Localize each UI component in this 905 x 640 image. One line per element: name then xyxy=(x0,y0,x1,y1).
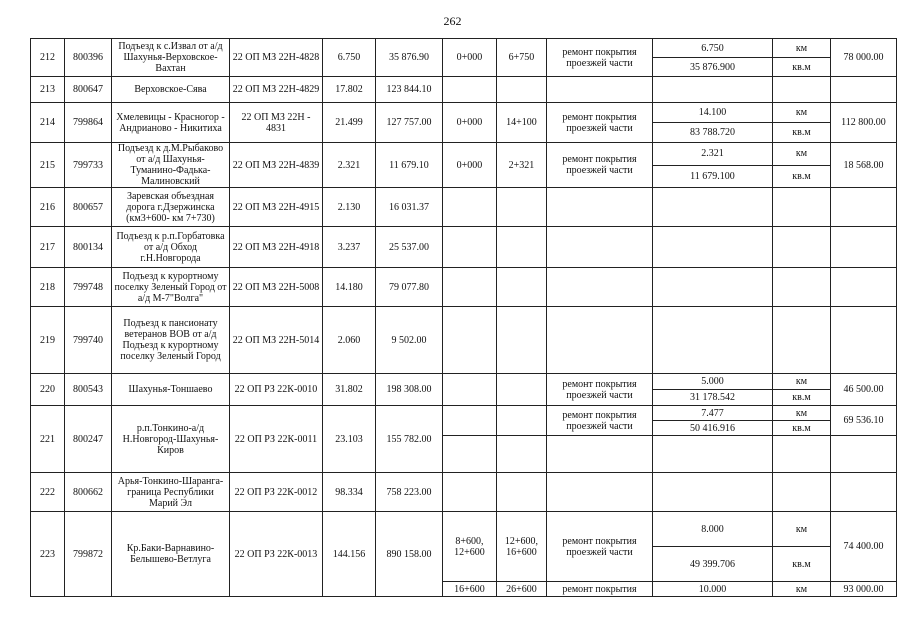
unit-km-cell: км xyxy=(773,374,831,390)
cost-cell xyxy=(831,77,897,103)
length-cell: 17.802 xyxy=(323,77,376,103)
table-row xyxy=(31,188,897,227)
cost-cell: 74 400.00 xyxy=(831,512,897,582)
cost-cell: 78 000.00 xyxy=(831,39,897,77)
length-cell: 6.750 xyxy=(323,39,376,77)
road-code-cell: 799748 xyxy=(65,268,112,307)
quantity-km-cell xyxy=(653,307,773,374)
work-type-cell: ремонт покрытия проезжей части xyxy=(547,143,653,188)
quantity-area-cell: 49 399.706 xyxy=(653,547,773,582)
table-row xyxy=(31,307,897,374)
quantity-km-cell xyxy=(653,227,773,268)
quantity-area-cell: 50 416.916 xyxy=(653,421,773,436)
empty-cell xyxy=(443,436,497,473)
work-type-cell xyxy=(547,473,653,512)
road-name-cell: Подъезд к с.Извал от а/д Шахунья-Верховское-Вахтан xyxy=(112,39,230,77)
road-id-cell: 22 ОП РЗ 22К-0012 xyxy=(230,473,323,512)
road-name-cell: Подъезд к р.п.Горбатовка от а/д Обход г.Н.Новгорода xyxy=(112,227,230,268)
table-row xyxy=(31,143,897,166)
quantity-km-cell xyxy=(653,268,773,307)
segment-from-cell xyxy=(443,268,497,307)
row-number-cell: 214 xyxy=(31,103,65,143)
road-code-cell: 800543 xyxy=(65,374,112,406)
road-code-cell: 800396 xyxy=(65,39,112,77)
area-cell: 9 502.00 xyxy=(376,307,443,374)
area-cell: 79 077.80 xyxy=(376,268,443,307)
cost-cell: 69 536.10 xyxy=(831,406,897,436)
work-type-cell: ремонт покрытия проезжей части xyxy=(547,39,653,77)
segment-from-cell: 16+600 xyxy=(443,582,497,597)
unit-km-cell: км xyxy=(773,512,831,547)
road-code-cell: 800662 xyxy=(65,473,112,512)
work-type-cell: ремонт покрытия проезжей части xyxy=(547,512,653,582)
area-cell: 16 031.37 xyxy=(376,188,443,227)
road-id-cell: 22 ОП МЗ 22Н-5008 xyxy=(230,268,323,307)
work-type-cell xyxy=(547,227,653,268)
unit-km-cell: км xyxy=(773,39,831,58)
segment-to-cell: 6+750 xyxy=(497,39,547,77)
segment-from-cell: 0+000 xyxy=(443,143,497,188)
work-type-cell xyxy=(547,77,653,103)
table-row xyxy=(31,77,897,103)
unit-km-cell: км xyxy=(773,406,831,421)
segment-from-cell xyxy=(443,188,497,227)
unit-km-cell: км xyxy=(773,103,831,123)
table-row xyxy=(31,103,897,123)
segment-to-cell: 2+321 xyxy=(497,143,547,188)
row-number-cell: 217 xyxy=(31,227,65,268)
road-name-cell: Верховское-Сява xyxy=(112,77,230,103)
unit-km-cell xyxy=(773,268,831,307)
work-type-cell xyxy=(547,307,653,374)
quantity-km-cell: 6.750 xyxy=(653,39,773,58)
segment-from-cell xyxy=(443,307,497,374)
cost-cell: 46 500.00 xyxy=(831,374,897,406)
empty-cell xyxy=(497,436,547,473)
area-cell: 758 223.00 xyxy=(376,473,443,512)
unit-km-cell: км xyxy=(773,582,831,597)
road-code-cell: 800647 xyxy=(65,77,112,103)
area-cell: 155 782.00 xyxy=(376,406,443,473)
unit-area-cell: кв.м xyxy=(773,165,831,188)
segment-to-cell xyxy=(497,268,547,307)
quantity-area-cell: 35 876.900 xyxy=(653,58,773,77)
quantity-area-cell: 83 788.720 xyxy=(653,123,773,143)
area-cell: 198 308.00 xyxy=(376,374,443,406)
unit-area-cell: кв.м xyxy=(773,58,831,77)
unit-km-cell xyxy=(773,227,831,268)
table-row xyxy=(31,512,897,547)
segment-from-cell xyxy=(443,77,497,103)
quantity-km-cell: 14.100 xyxy=(653,103,773,123)
quantity-km-cell xyxy=(653,188,773,227)
road-id-cell: 22 ОП РЗ 22К-0011 xyxy=(230,406,323,473)
table-row xyxy=(31,374,897,390)
work-type-cell: ремонт покрытия проезжей части xyxy=(547,103,653,143)
unit-km-cell xyxy=(773,307,831,374)
area-cell: 123 844.10 xyxy=(376,77,443,103)
road-name-cell: Шахунья-Тоншаево xyxy=(112,374,230,406)
quantity-km-cell: 2.321 xyxy=(653,143,773,166)
segment-from-cell: 8+600, 12+600 xyxy=(443,512,497,582)
row-number-cell: 223 xyxy=(31,512,65,597)
area-cell: 890 158.00 xyxy=(376,512,443,597)
segment-to-cell xyxy=(497,77,547,103)
row-number-cell: 213 xyxy=(31,77,65,103)
work-type-cell: ремонт покрытия xyxy=(547,582,653,597)
road-name-cell: Кр.Баки-Варнавино-Белышево-Ветлуга xyxy=(112,512,230,597)
empty-cell xyxy=(831,436,897,473)
road-code-cell: 800247 xyxy=(65,406,112,473)
quantity-km-cell: 5.000 xyxy=(653,374,773,390)
segment-from-cell: 0+000 xyxy=(443,39,497,77)
area-cell: 127 757.00 xyxy=(376,103,443,143)
unit-area-cell: кв.м xyxy=(773,421,831,436)
segment-to-cell xyxy=(497,188,547,227)
road-id-cell: 22 ОП МЗ 22Н - 4831 xyxy=(230,103,323,143)
row-number-cell: 220 xyxy=(31,374,65,406)
length-cell: 98.334 xyxy=(323,473,376,512)
road-name-cell: Арья-Тонкино-Шаранга-граница Республики Марий Эл xyxy=(112,473,230,512)
road-id-cell: 22 ОП МЗ 22Н-4918 xyxy=(230,227,323,268)
table-row xyxy=(31,473,897,512)
row-number-cell: 215 xyxy=(31,143,65,188)
table-row xyxy=(31,39,897,58)
segment-to-cell xyxy=(497,227,547,268)
length-cell: 3.237 xyxy=(323,227,376,268)
work-type-cell xyxy=(547,188,653,227)
segment-to-cell xyxy=(497,374,547,406)
road-name-cell: Заревская объездная дорога г.Дзержинска (км3+600- км 7+730) xyxy=(112,188,230,227)
road-code-cell: 800657 xyxy=(65,188,112,227)
quantity-area-cell: 11 679.100 xyxy=(653,165,773,188)
work-type-cell xyxy=(547,268,653,307)
segment-from-cell xyxy=(443,473,497,512)
segment-to-cell: 14+100 xyxy=(497,103,547,143)
row-number-cell: 216 xyxy=(31,188,65,227)
table-row xyxy=(31,268,897,307)
table-row xyxy=(31,227,897,268)
quantity-km-cell xyxy=(653,473,773,512)
road-id-cell: 22 ОП РЗ 22К-0010 xyxy=(230,374,323,406)
road-code-cell: 800134 xyxy=(65,227,112,268)
length-cell: 31.802 xyxy=(323,374,376,406)
road-name-cell: Подъезд к пансионату ветеранов ВОВ от а/д Подъезд к курортному поселку Зеленый Город xyxy=(112,307,230,374)
row-number-cell: 218 xyxy=(31,268,65,307)
table-row xyxy=(31,406,897,421)
road-id-cell: 22 ОП МЗ 22Н-5014 xyxy=(230,307,323,374)
unit-area-cell: кв.м xyxy=(773,547,831,582)
unit-km-cell xyxy=(773,77,831,103)
road-code-cell: 799864 xyxy=(65,103,112,143)
cost-cell: 112 800.00 xyxy=(831,103,897,143)
road-id-cell: 22 ОП МЗ 22Н-4915 xyxy=(230,188,323,227)
cost-cell xyxy=(831,473,897,512)
row-number-cell: 219 xyxy=(31,307,65,374)
length-cell: 144.156 xyxy=(323,512,376,597)
empty-cell xyxy=(653,436,773,473)
row-number-cell: 222 xyxy=(31,473,65,512)
cost-cell xyxy=(831,188,897,227)
segment-from-cell: 0+000 xyxy=(443,103,497,143)
quantity-area-cell: 31 178.542 xyxy=(653,390,773,406)
unit-km-cell xyxy=(773,188,831,227)
quantity-km-cell xyxy=(653,77,773,103)
area-cell: 11 679.10 xyxy=(376,143,443,188)
unit-area-cell: кв.м xyxy=(773,390,831,406)
segment-to-cell: 26+600 xyxy=(497,582,547,597)
road-id-cell: 22 ОП МЗ 22Н-4839 xyxy=(230,143,323,188)
road-name-cell: Подъезд к курортному поселку Зеленый Город от а/д М-7"Волга" xyxy=(112,268,230,307)
quantity-km-cell: 7.477 xyxy=(653,406,773,421)
segment-to-cell: 12+600, 16+600 xyxy=(497,512,547,582)
segment-from-cell xyxy=(443,227,497,268)
road-name-cell: Подъезд к д.М.Рыбаково от а/д Шахунья-Туманино-Фадька-Малиновский xyxy=(112,143,230,188)
quantity-km-cell: 10.000 xyxy=(653,582,773,597)
segment-from-cell xyxy=(443,406,497,436)
road-id-cell: 22 ОП МЗ 22Н-4828 xyxy=(230,39,323,77)
unit-km-cell: км xyxy=(773,143,831,166)
cost-cell xyxy=(831,227,897,268)
quantity-km-cell: 8.000 xyxy=(653,512,773,547)
length-cell: 2.321 xyxy=(323,143,376,188)
cost-cell: 18 568.00 xyxy=(831,143,897,188)
segment-from-cell xyxy=(443,374,497,406)
road-name-cell: Хмелевицы - Красногор - Андрианово - Никитиха xyxy=(112,103,230,143)
area-cell: 35 876.90 xyxy=(376,39,443,77)
road-name-cell: р.п.Тонкино-а/д Н.Новгород-Шахунья-Киров xyxy=(112,406,230,473)
row-number-cell: 221 xyxy=(31,406,65,473)
work-type-cell: ремонт покрытия проезжей части xyxy=(547,374,653,406)
page-number: 262 xyxy=(443,14,462,28)
length-cell: 23.103 xyxy=(323,406,376,473)
road-code-cell: 799733 xyxy=(65,143,112,188)
road-register-table xyxy=(30,38,897,597)
length-cell: 14.180 xyxy=(323,268,376,307)
unit-km-cell xyxy=(773,473,831,512)
length-cell: 21.499 xyxy=(323,103,376,143)
road-code-cell: 799740 xyxy=(65,307,112,374)
cost-cell xyxy=(831,307,897,374)
road-id-cell: 22 ОП МЗ 22Н-4829 xyxy=(230,77,323,103)
road-code-cell: 799872 xyxy=(65,512,112,597)
length-cell: 2.060 xyxy=(323,307,376,374)
road-id-cell: 22 ОП РЗ 22К-0013 xyxy=(230,512,323,597)
length-cell: 2.130 xyxy=(323,188,376,227)
work-type-cell: ремонт покрытия проезжей части xyxy=(547,406,653,436)
unit-area-cell: кв.м xyxy=(773,123,831,143)
row-number-cell: 212 xyxy=(31,39,65,77)
empty-cell xyxy=(547,436,653,473)
area-cell: 25 537.00 xyxy=(376,227,443,268)
cost-cell: 93 000.00 xyxy=(831,582,897,597)
segment-to-cell xyxy=(497,473,547,512)
segment-to-cell xyxy=(497,406,547,436)
empty-cell xyxy=(773,436,831,473)
segment-to-cell xyxy=(497,307,547,374)
cost-cell xyxy=(831,268,897,307)
